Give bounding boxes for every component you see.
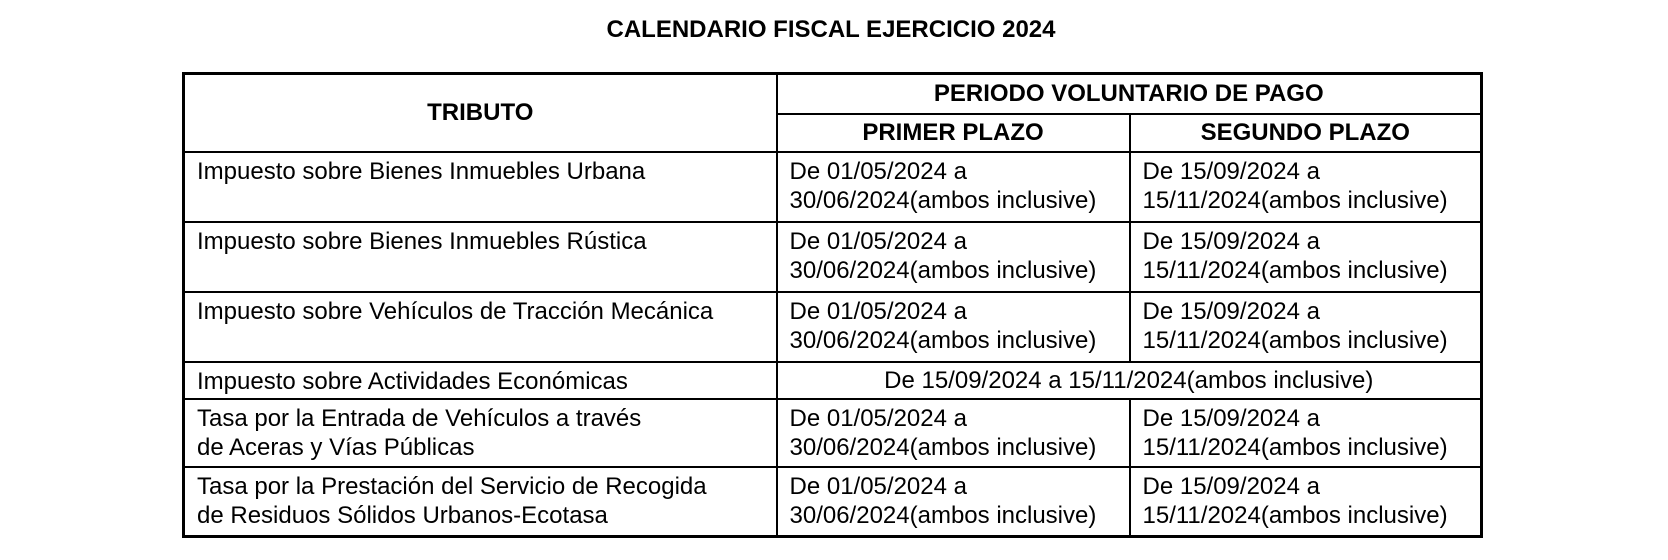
segundo-plazo-cell	[1130, 222, 1482, 292]
segundo-plazo-line1: De 15/09/2024 a	[1142, 472, 1320, 500]
primer-plazo-line2: 30/06/2024(ambos inclusive)	[789, 326, 1097, 354]
tributo-name: Impuesto sobre Vehículos de Tracción Mecánica	[197, 297, 714, 325]
table-row	[184, 292, 1482, 362]
page-title: CALENDARIO FISCAL EJERCICIO 2024	[606, 16, 1056, 43]
primer-plazo-line2: 30/06/2024(ambos inclusive)	[789, 256, 1097, 284]
segundo-plazo-line2: 15/11/2024(ambos inclusive)	[1142, 186, 1448, 214]
primer-plazo-cell	[777, 399, 1130, 467]
tributo-cell	[184, 467, 777, 537]
table-row	[184, 467, 1482, 537]
segundo-plazo-line1: De 15/09/2024 a	[1142, 227, 1320, 255]
primer-plazo-cell	[777, 152, 1130, 222]
tributo-cell	[184, 362, 777, 399]
segundo-plazo-cell	[1130, 292, 1482, 362]
primer-plazo-line2: 30/06/2024(ambos inclusive)	[789, 501, 1097, 529]
col-header-tributo: TRIBUTO	[184, 74, 777, 152]
segundo-plazo-cell	[1130, 467, 1482, 537]
primer-plazo-line1: De 01/05/2024 a	[789, 404, 967, 432]
primer-plazo-line1: De 01/05/2024 a	[789, 472, 967, 500]
segundo-plazo-cell	[1130, 152, 1482, 222]
header-row-1	[184, 74, 1482, 114]
segundo-plazo-line2: 15/11/2024(ambos inclusive)	[1142, 501, 1448, 529]
primer-plazo-line2: 30/06/2024(ambos inclusive)	[789, 186, 1097, 214]
tributo-cell	[184, 292, 777, 362]
col-header-segundo-plazo: SEGUNDO PLAZO	[1130, 114, 1482, 152]
segundo-plazo-line1: De 15/09/2024 a	[1142, 297, 1320, 325]
tributo-cell	[184, 152, 777, 222]
primer-plazo-line1: De 01/05/2024 a	[789, 157, 967, 185]
primer-plazo-line2: 30/06/2024(ambos inclusive)	[789, 433, 1097, 461]
table-row	[184, 222, 1482, 292]
primer-plazo-cell	[777, 292, 1130, 362]
tributo-name-line2: de Aceras y Vías Públicas	[197, 433, 475, 461]
col-header-primer-plazo: PRIMER PLAZO	[777, 114, 1130, 152]
tributo-cell	[184, 222, 777, 292]
primer-plazo-line1: De 01/05/2024 a	[789, 297, 967, 325]
segundo-plazo-line2: 15/11/2024(ambos inclusive)	[1142, 256, 1448, 284]
tributo-name: Impuesto sobre Bienes Inmuebles Rústica	[197, 227, 647, 255]
segundo-plazo-line1: De 15/09/2024 a	[1142, 157, 1320, 185]
fiscal-calendar-table	[182, 72, 1483, 538]
segundo-plazo-line1: De 15/09/2024 a	[1142, 404, 1320, 432]
primer-plazo-line1: De 01/05/2024 a	[789, 227, 967, 255]
table-row	[184, 362, 1482, 399]
col-header-periodo-voluntario: PERIODO VOLUNTARIO DE PAGO	[777, 74, 1482, 114]
tributo-name: Impuesto sobre Actividades Económicas	[197, 367, 628, 395]
segundo-plazo-line2: 15/11/2024(ambos inclusive)	[1142, 433, 1448, 461]
tributo-cell	[184, 399, 777, 467]
table-row	[184, 399, 1482, 467]
segundo-plazo-cell	[1130, 399, 1482, 467]
table-row	[184, 152, 1482, 222]
merged-period-cell: De 15/09/2024 a 15/11/2024(ambos inclusive)	[777, 362, 1482, 399]
tributo-name-line1: Tasa por la Entrada de Vehículos a través	[197, 404, 642, 432]
segundo-plazo-line2: 15/11/2024(ambos inclusive)	[1142, 326, 1448, 354]
primer-plazo-cell	[777, 222, 1130, 292]
tributo-name-line2: de Residuos Sólidos Urbanos-Ecotasa	[197, 501, 608, 529]
tributo-name: Impuesto sobre Bienes Inmuebles Urbana	[197, 157, 646, 185]
tributo-name-line1: Tasa por la Prestación del Servicio de Recogida	[197, 472, 707, 500]
primer-plazo-cell	[777, 467, 1130, 537]
